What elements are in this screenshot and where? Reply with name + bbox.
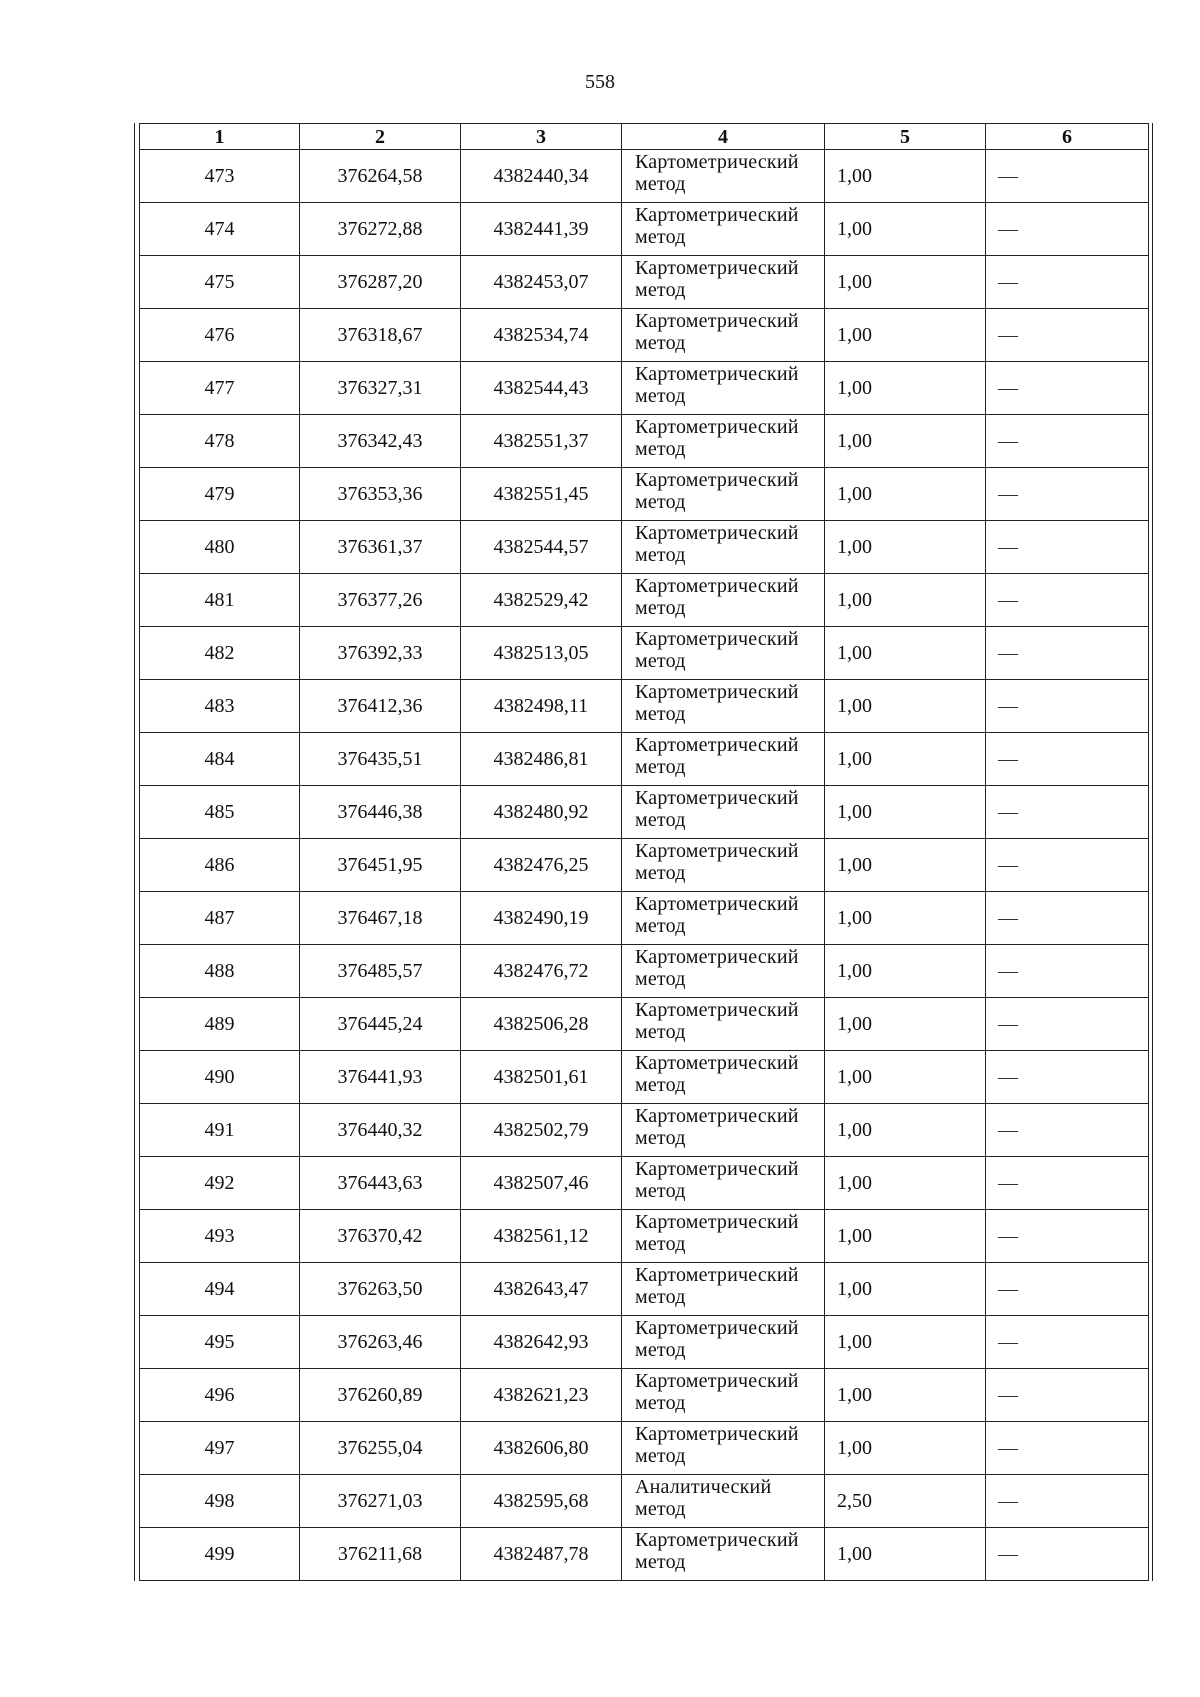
point-number-cell: 480	[140, 521, 300, 574]
table-row	[140, 1263, 1149, 1316]
y-coordinate-cell: 4382487,78	[461, 1528, 622, 1581]
method-line-2: метод	[635, 1180, 686, 1202]
method-line-1: Картометрический	[635, 628, 799, 650]
y-coordinate-cell: 4382441,39	[461, 203, 622, 256]
y-coordinate-cell: 4382506,28	[461, 998, 622, 1051]
x-coordinate-cell: 376287,20	[300, 256, 461, 309]
note-cell: —	[986, 1316, 1149, 1369]
note-cell: —	[986, 786, 1149, 839]
method-line-1: Картометрический	[635, 363, 799, 385]
accuracy-cell: 1,00	[825, 839, 986, 892]
table-row	[140, 468, 1149, 521]
method-line-1: Картометрический	[635, 787, 799, 809]
table-row	[140, 309, 1149, 362]
method-cell	[622, 998, 825, 1051]
y-coordinate-cell: 4382498,11	[461, 680, 622, 733]
accuracy-cell: 1,00	[825, 627, 986, 680]
x-coordinate-cell: 376260,89	[300, 1369, 461, 1422]
coordinates-table-frame	[139, 123, 1148, 1581]
note-cell: —	[986, 150, 1149, 203]
method-line-2: метод	[635, 1392, 686, 1414]
note-cell: —	[986, 1369, 1149, 1422]
method-cell	[622, 1316, 825, 1369]
x-coordinate-cell: 376211,68	[300, 1528, 461, 1581]
method-cell	[622, 521, 825, 574]
method-line-2: метод	[635, 862, 686, 884]
note-cell: —	[986, 998, 1149, 1051]
accuracy-cell: 1,00	[825, 1157, 986, 1210]
y-coordinate-cell: 4382551,45	[461, 468, 622, 521]
method-line-1: Картометрический	[635, 1370, 799, 1392]
table-row	[140, 945, 1149, 998]
y-coordinate-cell: 4382534,74	[461, 309, 622, 362]
accuracy-cell: 1,00	[825, 256, 986, 309]
point-number-cell: 481	[140, 574, 300, 627]
table-row	[140, 1475, 1149, 1528]
y-coordinate-cell: 4382501,61	[461, 1051, 622, 1104]
accuracy-cell: 1,00	[825, 574, 986, 627]
method-line-1: Картометрический	[635, 416, 799, 438]
method-cell	[622, 150, 825, 203]
method-line-2: метод	[635, 968, 686, 990]
method-line-2: метод	[635, 544, 686, 566]
y-coordinate-cell: 4382529,42	[461, 574, 622, 627]
method-line-1: Аналитический	[635, 1476, 772, 1498]
accuracy-cell: 1,00	[825, 945, 986, 998]
accuracy-cell: 1,00	[825, 521, 986, 574]
method-cell	[622, 1369, 825, 1422]
method-line-1: Картометрический	[635, 1423, 799, 1445]
y-coordinate-cell: 4382480,92	[461, 786, 622, 839]
y-coordinate-cell: 4382513,05	[461, 627, 622, 680]
y-coordinate-cell: 4382502,79	[461, 1104, 622, 1157]
y-coordinate-cell: 4382507,46	[461, 1157, 622, 1210]
table-row	[140, 1316, 1149, 1369]
note-cell: —	[986, 680, 1149, 733]
method-line-2: метод	[635, 226, 686, 248]
method-cell	[622, 203, 825, 256]
method-line-1: Картометрический	[635, 1264, 799, 1286]
x-coordinate-cell: 376467,18	[300, 892, 461, 945]
note-cell: —	[986, 627, 1149, 680]
method-line-2: метод	[635, 279, 686, 301]
column-header: 6	[986, 124, 1149, 150]
method-line-2: метод	[635, 650, 686, 672]
column-header: 1	[140, 124, 300, 150]
table-header-row	[140, 124, 1149, 150]
method-line-1: Картометрический	[635, 310, 799, 332]
point-number-cell: 492	[140, 1157, 300, 1210]
x-coordinate-cell: 376435,51	[300, 733, 461, 786]
method-line-1: Картометрический	[635, 522, 799, 544]
note-cell: —	[986, 574, 1149, 627]
x-coordinate-cell: 376264,58	[300, 150, 461, 203]
method-cell	[622, 468, 825, 521]
method-cell	[622, 786, 825, 839]
table-row	[140, 203, 1149, 256]
method-line-2: метод	[635, 491, 686, 513]
table-row	[140, 733, 1149, 786]
method-cell	[622, 1157, 825, 1210]
method-line-1: Картометрический	[635, 257, 799, 279]
method-line-2: метод	[635, 1339, 686, 1361]
y-coordinate-cell: 4382544,57	[461, 521, 622, 574]
point-number-cell: 473	[140, 150, 300, 203]
x-coordinate-cell: 376441,93	[300, 1051, 461, 1104]
table-row	[140, 1369, 1149, 1422]
accuracy-cell: 1,00	[825, 786, 986, 839]
table-row	[140, 1104, 1149, 1157]
method-line-1: Картометрический	[635, 1211, 799, 1233]
x-coordinate-cell: 376412,36	[300, 680, 461, 733]
accuracy-cell: 1,00	[825, 150, 986, 203]
method-line-1: Картометрический	[635, 1158, 799, 1180]
method-line-1: Картометрический	[635, 999, 799, 1021]
accuracy-cell: 2,50	[825, 1475, 986, 1528]
method-line-2: метод	[635, 1286, 686, 1308]
x-coordinate-cell: 376255,04	[300, 1422, 461, 1475]
y-coordinate-cell: 4382642,93	[461, 1316, 622, 1369]
method-cell	[622, 945, 825, 998]
point-number-cell: 478	[140, 415, 300, 468]
method-cell	[622, 1422, 825, 1475]
method-cell	[622, 1475, 825, 1528]
y-coordinate-cell: 4382544,43	[461, 362, 622, 415]
method-line-2: метод	[635, 1551, 686, 1573]
y-coordinate-cell: 4382476,25	[461, 839, 622, 892]
table-row	[140, 1210, 1149, 1263]
method-cell	[622, 415, 825, 468]
table-row	[140, 521, 1149, 574]
x-coordinate-cell: 376377,26	[300, 574, 461, 627]
note-cell: —	[986, 309, 1149, 362]
method-line-2: метод	[635, 1233, 686, 1255]
point-number-cell: 491	[140, 1104, 300, 1157]
note-cell: —	[986, 256, 1149, 309]
point-number-cell: 489	[140, 998, 300, 1051]
method-line-2: метод	[635, 1021, 686, 1043]
table-body	[140, 150, 1149, 1581]
point-number-cell: 490	[140, 1051, 300, 1104]
method-line-2: метод	[635, 703, 686, 725]
note-cell: —	[986, 1263, 1149, 1316]
accuracy-cell: 1,00	[825, 415, 986, 468]
x-coordinate-cell: 376342,43	[300, 415, 461, 468]
x-coordinate-cell: 376443,63	[300, 1157, 461, 1210]
accuracy-cell: 1,00	[825, 680, 986, 733]
note-cell: —	[986, 1104, 1149, 1157]
method-line-1: Картометрический	[635, 1529, 799, 1551]
y-coordinate-cell: 4382643,47	[461, 1263, 622, 1316]
x-coordinate-cell: 376440,32	[300, 1104, 461, 1157]
y-coordinate-cell: 4382561,12	[461, 1210, 622, 1263]
x-coordinate-cell: 376263,46	[300, 1316, 461, 1369]
point-number-cell: 487	[140, 892, 300, 945]
y-coordinate-cell: 4382486,81	[461, 733, 622, 786]
accuracy-cell: 1,00	[825, 1051, 986, 1104]
note-cell: —	[986, 1157, 1149, 1210]
note-cell: —	[986, 733, 1149, 786]
method-line-1: Картометрический	[635, 893, 799, 915]
x-coordinate-cell: 376485,57	[300, 945, 461, 998]
accuracy-cell: 1,00	[825, 309, 986, 362]
accuracy-cell: 1,00	[825, 1210, 986, 1263]
method-line-1: Картометрический	[635, 204, 799, 226]
method-line-2: метод	[635, 597, 686, 619]
method-line-1: Картометрический	[635, 151, 799, 173]
method-line-2: метод	[635, 809, 686, 831]
point-number-cell: 476	[140, 309, 300, 362]
note-cell: —	[986, 892, 1149, 945]
column-header: 3	[461, 124, 622, 150]
table-row	[140, 150, 1149, 203]
point-number-cell: 494	[140, 1263, 300, 1316]
x-coordinate-cell: 376353,36	[300, 468, 461, 521]
point-number-cell: 485	[140, 786, 300, 839]
accuracy-cell: 1,00	[825, 733, 986, 786]
point-number-cell: 499	[140, 1528, 300, 1581]
x-coordinate-cell: 376263,50	[300, 1263, 461, 1316]
method-line-1: Картометрический	[635, 734, 799, 756]
table-row	[140, 627, 1149, 680]
x-coordinate-cell: 376318,67	[300, 309, 461, 362]
y-coordinate-cell: 4382551,37	[461, 415, 622, 468]
point-number-cell: 484	[140, 733, 300, 786]
accuracy-cell: 1,00	[825, 1528, 986, 1581]
point-number-cell: 488	[140, 945, 300, 998]
y-coordinate-cell: 4382440,34	[461, 150, 622, 203]
method-cell	[622, 1051, 825, 1104]
accuracy-cell: 1,00	[825, 1263, 986, 1316]
note-cell: —	[986, 415, 1149, 468]
point-number-cell: 474	[140, 203, 300, 256]
accuracy-cell: 1,00	[825, 362, 986, 415]
x-coordinate-cell: 376446,38	[300, 786, 461, 839]
method-line-2: метод	[635, 915, 686, 937]
method-line-1: Картометрический	[635, 681, 799, 703]
method-line-2: метод	[635, 385, 686, 407]
y-coordinate-cell: 4382606,80	[461, 1422, 622, 1475]
point-number-cell: 483	[140, 680, 300, 733]
point-number-cell: 479	[140, 468, 300, 521]
x-coordinate-cell: 376271,03	[300, 1475, 461, 1528]
column-header: 2	[300, 124, 461, 150]
x-coordinate-cell: 376272,88	[300, 203, 461, 256]
table-row	[140, 892, 1149, 945]
table-row	[140, 998, 1149, 1051]
method-cell	[622, 1210, 825, 1263]
table-row	[140, 1528, 1149, 1581]
method-cell	[622, 680, 825, 733]
note-cell: —	[986, 945, 1149, 998]
table-row	[140, 362, 1149, 415]
table-row	[140, 1157, 1149, 1210]
note-cell: —	[986, 1528, 1149, 1581]
accuracy-cell: 1,00	[825, 1104, 986, 1157]
method-line-2: метод	[635, 1074, 686, 1096]
note-cell: —	[986, 1210, 1149, 1263]
accuracy-cell: 1,00	[825, 1369, 986, 1422]
page-number: 558	[585, 71, 615, 93]
point-number-cell: 493	[140, 1210, 300, 1263]
method-cell	[622, 574, 825, 627]
method-cell	[622, 362, 825, 415]
note-cell: —	[986, 1475, 1149, 1528]
method-cell	[622, 1104, 825, 1157]
x-coordinate-cell: 376392,33	[300, 627, 461, 680]
note-cell: —	[986, 521, 1149, 574]
accuracy-cell: 1,00	[825, 1422, 986, 1475]
method-cell	[622, 627, 825, 680]
point-number-cell: 477	[140, 362, 300, 415]
table-row	[140, 1051, 1149, 1104]
method-cell	[622, 1263, 825, 1316]
accuracy-cell: 1,00	[825, 203, 986, 256]
accuracy-cell: 1,00	[825, 1316, 986, 1369]
x-coordinate-cell: 376361,37	[300, 521, 461, 574]
method-cell	[622, 839, 825, 892]
y-coordinate-cell: 4382453,07	[461, 256, 622, 309]
point-number-cell: 482	[140, 627, 300, 680]
table-row	[140, 415, 1149, 468]
method-line-2: метод	[635, 756, 686, 778]
table-row	[140, 1422, 1149, 1475]
table-row	[140, 680, 1149, 733]
y-coordinate-cell: 4382490,19	[461, 892, 622, 945]
accuracy-cell: 1,00	[825, 892, 986, 945]
method-line-1: Картометрический	[635, 1052, 799, 1074]
note-cell: —	[986, 362, 1149, 415]
note-cell: —	[986, 1422, 1149, 1475]
method-line-2: метод	[635, 1445, 686, 1467]
x-coordinate-cell: 376370,42	[300, 1210, 461, 1263]
method-cell	[622, 1528, 825, 1581]
point-number-cell: 498	[140, 1475, 300, 1528]
method-line-2: метод	[635, 1127, 686, 1149]
method-line-1: Картометрический	[635, 1317, 799, 1339]
point-number-cell: 497	[140, 1422, 300, 1475]
method-line-2: метод	[635, 1498, 686, 1520]
y-coordinate-cell: 4382621,23	[461, 1369, 622, 1422]
point-number-cell: 486	[140, 839, 300, 892]
method-cell	[622, 892, 825, 945]
accuracy-cell: 1,00	[825, 998, 986, 1051]
table-row	[140, 574, 1149, 627]
note-cell: —	[986, 203, 1149, 256]
point-number-cell: 496	[140, 1369, 300, 1422]
method-line-1: Картометрический	[635, 469, 799, 491]
point-number-cell: 495	[140, 1316, 300, 1369]
method-line-1: Картометрический	[635, 840, 799, 862]
x-coordinate-cell: 376451,95	[300, 839, 461, 892]
y-coordinate-cell: 4382476,72	[461, 945, 622, 998]
table-row	[140, 839, 1149, 892]
table-row	[140, 786, 1149, 839]
method-line-1: Картометрический	[635, 575, 799, 597]
method-cell	[622, 733, 825, 786]
accuracy-cell: 1,00	[825, 468, 986, 521]
table-row	[140, 256, 1149, 309]
method-line-2: метод	[635, 332, 686, 354]
y-coordinate-cell: 4382595,68	[461, 1475, 622, 1528]
method-line-2: метод	[635, 173, 686, 195]
note-cell: —	[986, 468, 1149, 521]
note-cell: —	[986, 839, 1149, 892]
method-line-1: Картометрический	[635, 1105, 799, 1127]
x-coordinate-cell: 376327,31	[300, 362, 461, 415]
method-line-1: Картометрический	[635, 946, 799, 968]
coordinates-table	[139, 123, 1149, 1581]
x-coordinate-cell: 376445,24	[300, 998, 461, 1051]
method-line-2: метод	[635, 438, 686, 460]
method-cell	[622, 309, 825, 362]
method-cell	[622, 256, 825, 309]
note-cell: —	[986, 1051, 1149, 1104]
point-number-cell: 475	[140, 256, 300, 309]
column-header: 4	[622, 124, 825, 150]
column-header: 5	[825, 124, 986, 150]
